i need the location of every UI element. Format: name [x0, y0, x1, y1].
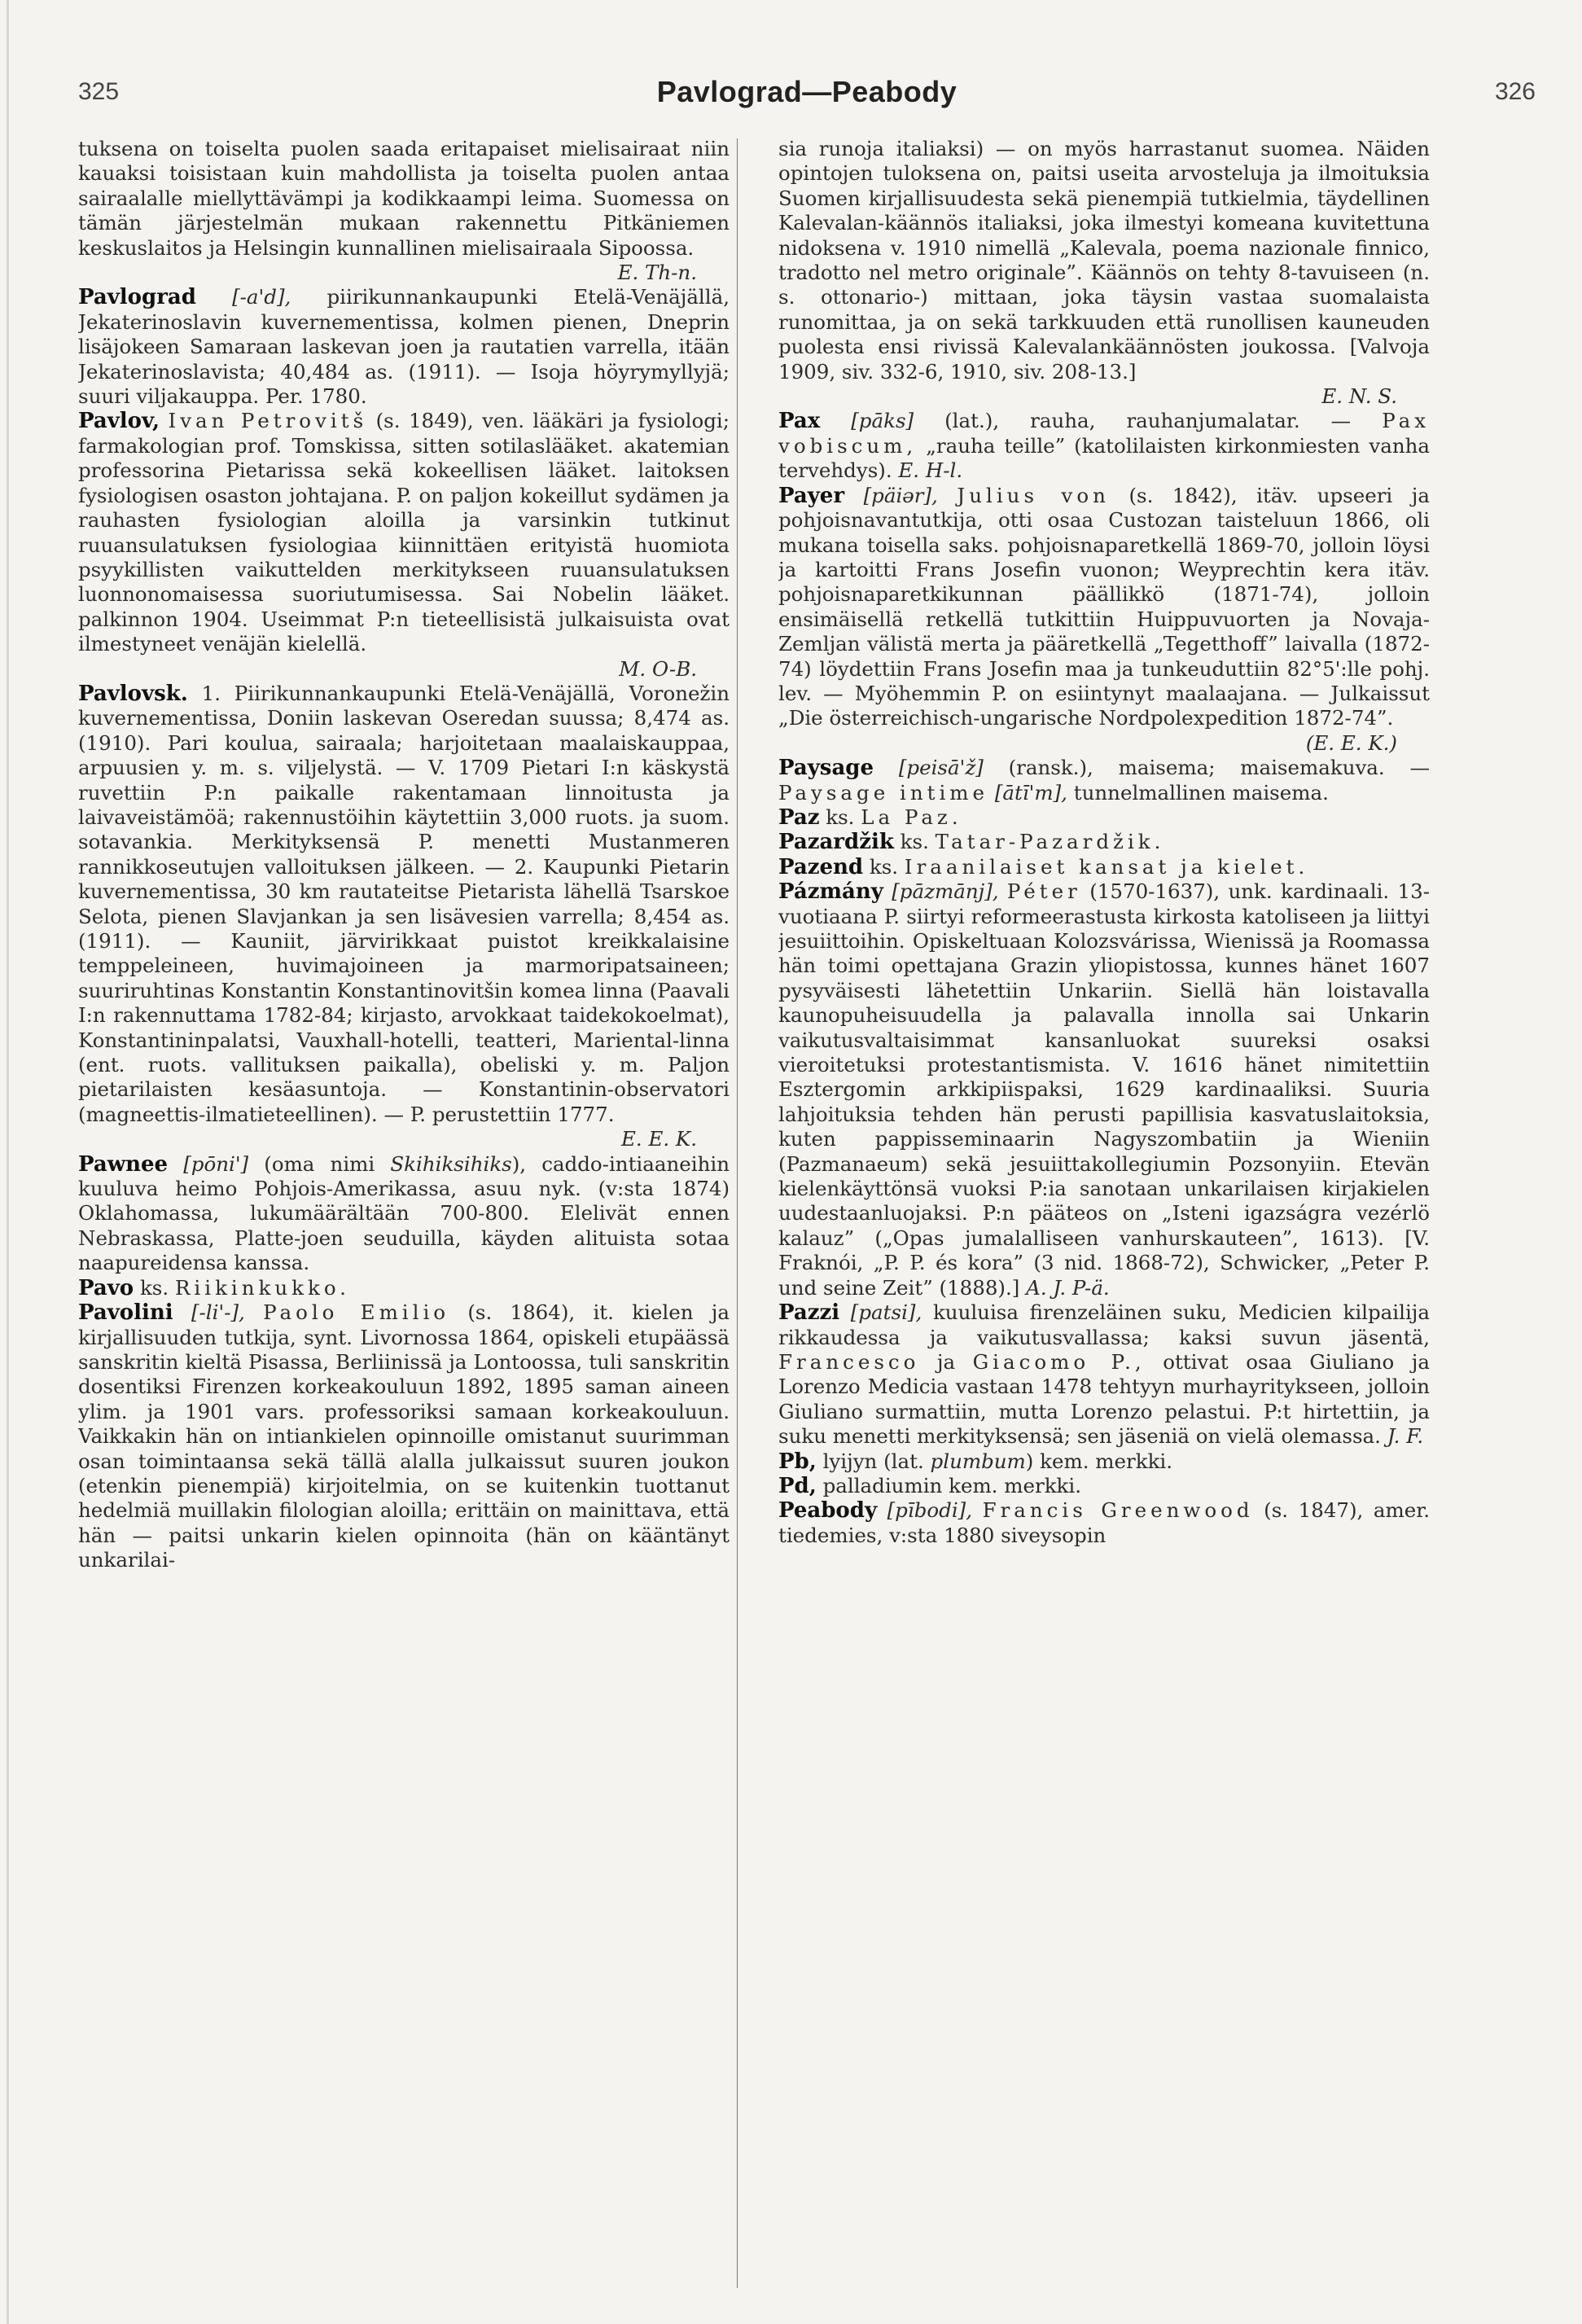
pronunciation: [pībodi], [887, 1498, 973, 1523]
page-header [78, 75, 1536, 119]
entry-text: 1. Piirikunnankaupunki Etelä-Venäjällä, Voronežin kuvernementissa, Doniin laskevan Oseredan suussa; 8,474 as. (1910). Pari koulua, sairaala; harjoitetaan maalaiskauppaa, arpuusien y. m. s. viljelystä. — V. 1709 Pietari I:n käskystä ruvettiin P:n paikalle rakentamaan linnoitusta ja laivaveistämöä; rakennustöihin käytettiin 3,000 ruots. ja suom. sotavankia. Merkityksensä P. menetti Mustanmeren rannikkoseutujen valloituksen jälkeen. — 2. Kaupunki Pietarin kuvernementissa, 30 km rautateitse Pietarista lähellä Tsarskoe Selota, pienen Slavjankan ja sen lisävesien varrella; 8,454 as. (1911). — Kauniit, järvirikkaat puistot kreikkalaisine temppeleineen, huvimajoineen ja marmoripatsaineen; suuriruhtinas Konstantin Konstantinovitšin komea linna (Paavali I:n rakennuttama 1782-84; kirjasto, arvokkaat taidekokoelmat), Konstantininpalatsi, Vauxhall-hotelli, teatteri, Mariental-linna (ent. ruots. vallituksen paikalla), obeliski y. m. Paljon pietarilaisten kesäasuntoja. — Konstantinin-observatori (magneettis-ilmatieteellinen). — P. perustettiin 1777. [78, 681, 730, 1126]
cross-reference: Tatar-Pazardžik. [935, 830, 1165, 854]
pronunciation: [pōni'] [183, 1151, 249, 1176]
headword: Pavolini [78, 1300, 173, 1326]
headword: Payer [778, 483, 845, 508]
headword: Pavo [78, 1275, 134, 1300]
entry-pb: Pb, lyijyn (lat. plumbum) kem. merkki. [778, 1449, 1173, 1474]
native-name: Skihiksihiks [390, 1151, 512, 1176]
entry-signature: E. Th-n. [617, 261, 697, 285]
entry-pazzi: Pazzi [patsi], kuuluisa firenzeläinen suku, Medicien kilpailija rikkaudessa ja vaikutusvallassa; kaksi suvun jäsentä, Francesco ja Giacomo P., ottivat osaa Giuliano ja Lorenzo Medicia vastaan 1478 tehtyyn murhayritykseen, jolloin Giuliano surmattiin, mutta Lorenzo pelastui. P:t hirtettiin, ja suku menetti merkityksensä; sen jäseniä on vielä olemassa. J. F. [778, 1300, 1430, 1449]
headword: Pazzi [778, 1300, 840, 1326]
entry-signature: E. H-l. [898, 458, 963, 483]
entry-continuation: sia runoja italiaksi) — on myös harrastanut suomea. Näiden opintojen tuloksena on, paitsi useita arvosteluja ja ilmoituksia Suomen kirjallisuudesta sekä pienempiä tutkielmia, täydellinen Kalevalan-käännös italiaksi, joka ilmestyi komeana kuvitettuna nidoksena v. 1910 nimellä „Kalevala, poema nazionale finnico, tradotto nel metro originale”. Käännös on tehty 8-tavuiseen (n. s. ottonario-) mittaan, joka täysin vastaa suomalaista runomittaa, ja on sekä tarkkuuden että runollisen kauneuden puolesta ensi rivissä Kalevalankäännösten joukossa. [Valvoja 1909, siv. 332-6, 1910, siv. 208-13.] [778, 137, 1430, 384]
left-column [78, 137, 730, 2303]
column-divider [737, 138, 738, 2288]
cross-reference: La Paz. [861, 805, 962, 829]
headword: Pawnee [78, 1151, 169, 1177]
entry-pavlovsk [78, 682, 730, 1127]
headword: Pb, [778, 1449, 817, 1474]
cross-reference: Iraanilaiset kansat ja kielet. [904, 854, 1309, 879]
entry-pd: Pd, palladiumin kem. merkki. [778, 1473, 1082, 1498]
entry-text: (1570-1637), unk. kardinaali. 13-vuotiaana P. siirtyi reformeerastusta kirkosta katoliseen ja liittyi jesuiittoihin. Opiskeltuaan Kolozsvárissa, Wienissä ja Roomassa hän toimi opettajana Grazin yliopistossa, kunnes hänet 1607 pysyväisesti lähetettiin Unkariin. Siellä hän loistavalla kaunopuheisuudella ja palavalla innolla sai Unkarin vaikutusvaltaisimmat kansanluokat suureksi osaksi vieroitetuksi protestantismista. V. 1616 hänet nimitettiin Esztergomin arkkipiispaksi, 1629 kardinaaliksi. Suuria lahjoituksia tehden hän perusti papillisia kasvatuslaitoksia, kuten pappisseminaarin Nagyszombatiin ja Wieniin (Pazmanaeum) sekä jesuiittakollegiumin Pozsonyiin. Etevän kielenkäyttönsä vuoksi P:ia sanotaan unkarilaisen kirjakielen uudestaanluojaksi. P:n pääteos on „Isteni igazságra vezérlö kalauz” („Opas jumalalliseen vanhurskauteen”, 1613). [V. Fraknói, „P. P. és kora” (3 nid. 1868-72), Schwicker, „Peter P. und seine Zeit” (1888).] [778, 879, 1430, 1300]
entry-pazmany [778, 879, 1430, 1300]
entry-signature: A. J. P-ä. [1026, 1275, 1110, 1300]
entry-pawnee: Pawnee [pōni'] (oma nimi Skihiksihiks), caddo-intiaaneihin kuuluva heimo Pohjois-Amerikassa, asuu nyk. (v:sta 1874) Oklahomassa, lukumäärältään 700-800. Elelivät ennen Nebraskassa, Platte-joen seuduilla, käyden alituista sotaa naapureidensa kanssa. [78, 1151, 730, 1275]
entry-text: (s. 1842), itäv. upseeri ja pohjoisnavantutkija, otti osaa Custozan taisteluun 1866, oli mukana toisella saks. pohjoisnaparetkellä 1869-70, jolloin löysi ja kartoitti Frans Josefin vuonon; Weyprechtin kera itäv. pohjoisnaparetkikunnan päällikkö (1871-74), jolloin ensimäisellä retkellä tutkittiin Huippuvuorten ja Novaja-Zemljan välistä merta ja pääretkellä „Tegetthoff” laivalla (1872-74) löydettiin Frans Josefin maa ja tunkeuduttiin 82°5':lle pohj. lev. — Myöhemmin P. on esiintynyt maalaajana. — Julkaissut „Die österreichisch-ungarische Nordpolexpedition 1872-74”. [778, 483, 1430, 730]
headword: Pazend [778, 854, 864, 879]
entry-continuation: tuksena on toiselta puolen saada eritapaiset mielisairaat niin kauaksi toisistaan kuin mahdollista ja toiselta puolen antaa sairaalalle miellyttävämpi ja kodikkaampi leima. Suomessa on tämän järjestelmän mukaan rakennettu Pitkäniemen keskuslaitos ja Helsingin kunnallinen mielisairaala Sipoossa. [78, 137, 730, 260]
entry-pavo: Pavo ks. Riikinkukko. [78, 1275, 350, 1300]
entry-pavlov [78, 409, 730, 656]
entry-signature: Per. 1780. [265, 384, 367, 409]
pronunciation: [-a'd], [232, 285, 291, 309]
entry-pax: Pax [pāks] (lat.), rauha, rauhanjumalatar. — Pax vobiscum, „rauha teille” (katolilaisten kirkonmiesten vanha tervehdys). E. H-l. [778, 409, 1430, 483]
person-name: Julius von [957, 483, 1110, 507]
entry-pavolini [78, 1300, 730, 1572]
pronunciation: [pāzmānj], [892, 879, 999, 904]
entry-signature: J. F. [1387, 1424, 1424, 1449]
sub-headword: Pax vobiscum, [778, 409, 1430, 458]
latin-term: plumbum [930, 1449, 1026, 1473]
headword: Pázmány [778, 879, 883, 905]
page-number-right: 326 [1494, 78, 1536, 105]
entry-text: ), caddo-intiaaneihin kuuluva heimo Pohjois-Amerikassa, asuu nyk. (v:sta 1874) Oklahomassa, lukumäärältään 700-800. Elelivät ennen Nebraskassa, Platte-joen seuduilla, käyden alituista sotaa naapureidensa kanssa. [78, 1151, 730, 1275]
entry-signature: E. E. K. [620, 1127, 697, 1151]
person-name: Giacomo P., [972, 1349, 1146, 1374]
headword: Pax [778, 409, 821, 434]
person-name: Paolo Emilio [263, 1300, 450, 1325]
entry-paz: Paz ks. La Paz. [778, 805, 962, 830]
pronunciation: [-li'-], [191, 1300, 245, 1325]
person-name: Péter [1006, 879, 1081, 904]
entry-signature: (E. E. K.) [1305, 730, 1397, 755]
entry-signature: M. O-B. [619, 656, 697, 681]
right-column [778, 137, 1430, 2303]
headword: Pavlograd [78, 285, 196, 310]
entry-pazend: Pazend ks. Iraanilaiset kansat ja kielet. [778, 854, 1309, 879]
entry-payer [778, 484, 1430, 731]
headword: Peabody [778, 1498, 878, 1524]
pronunciation: [päiər], [863, 483, 938, 507]
entry-text: (s. 1849), ven. lääkäri ja fysiologi; farmakologian prof. Tomskissa, sitten sotilaslääket. akatemian professorina Pietarissa sekä kokeellisen lääket. laitoksen fysiologisen osaston johtajana. P. on paljon kokeillut sydämen ja rauhasten fysiologian aloilla ja varsinkin tutkinut ruuansulatuksen fysiologiaa kiinnittäen erityistä huomiota psyykillisten vaikuttelden merkitykseen ruuansulatuksen luonnonomaisessa suoriutumisessa. Sai Nobelin lääket. palkinnon 1904. Useimmat P:n tieteellisistä julkaisuista ovat ilmestyneet venäjän kielellä. [78, 409, 730, 656]
headword: Pd, [778, 1473, 817, 1498]
entry-text: (s. 1847), amer. tiedemies, v:sta 1880 siveysopin [778, 1498, 1430, 1547]
pronunciation: [patsi], [850, 1300, 922, 1325]
entry-signature: E. N. S. [1321, 384, 1397, 409]
pronunciation: [peisā'ž] [898, 756, 984, 780]
running-title: Pavlograd—Peabody [656, 75, 958, 108]
entry-text: (s. 1864), it. kielen ja kirjallisuuden tutkija, synt. Livornossa 1864, opiskeli etupäässä sanskritin kieltä Pisassa, Berliinissä ja Lontoossa, tuli sanskritin dosentiksi Firenzen korkeakouluun 1892, 1895 saman aineen ylim. ja 1901 vars. professoriksi samaan korkeakouluun. Vaikkakin hän on intiankielen opinnoille omistanut suurimman osan toimintaansa sekä tällä alalla julkaissut suuren joukon (etenkin pienempiä) kirjoitelmia, on se kuitenkin tuottanut hedelmiä muillakin filologian aloilla; erittäin on mainittava, että hän — paitsi unkarin kielen opinnoita (hän on kääntänyt unkarilai- [78, 1300, 730, 1572]
page-edge [7, 0, 9, 2324]
headword: Paysage [778, 756, 874, 781]
pronunciation: [pāks] [851, 409, 914, 433]
entry-pavlograd [78, 285, 730, 409]
entry-paysage: Paysage [peisā'ž] (ransk.), maisema; maisemakuva. — Paysage intime [ātī'm], tunnelmallinen maisema. [778, 756, 1430, 805]
entry-peabody [778, 1498, 1430, 1548]
pronunciation: [ātī'm], [994, 780, 1067, 805]
headword: Paz [778, 805, 820, 830]
headword: Pazardžik [778, 830, 894, 855]
headword: Pavlov, [78, 409, 160, 434]
person-name: Francis Greenwood [982, 1498, 1254, 1523]
person-name: Francesco [778, 1349, 920, 1374]
headword: Pavlovsk. [78, 681, 188, 706]
sub-headword: Paysage intime [778, 780, 989, 805]
cross-reference: Riikinkukko. [174, 1275, 350, 1300]
entry-text: piirikunnankaupunki Etelä-Venäjällä, Jekaterinoslavin kuvernementissa, kolmen pienen, Dneprin lisäjokeen Samaraan laskevan joen ja rautatien varrella, itään Jekaterinoslavista; 40,484 as. (1911). — Isoja höyrymyllyjä; suuri viljakauppa. [78, 285, 730, 409]
page-number-left: 325 [78, 78, 120, 105]
person-name: Ivan Petrovitš [168, 409, 368, 433]
entry-pazardzik: Pazardžik ks. Tatar-Pazardžik. [778, 830, 1165, 855]
